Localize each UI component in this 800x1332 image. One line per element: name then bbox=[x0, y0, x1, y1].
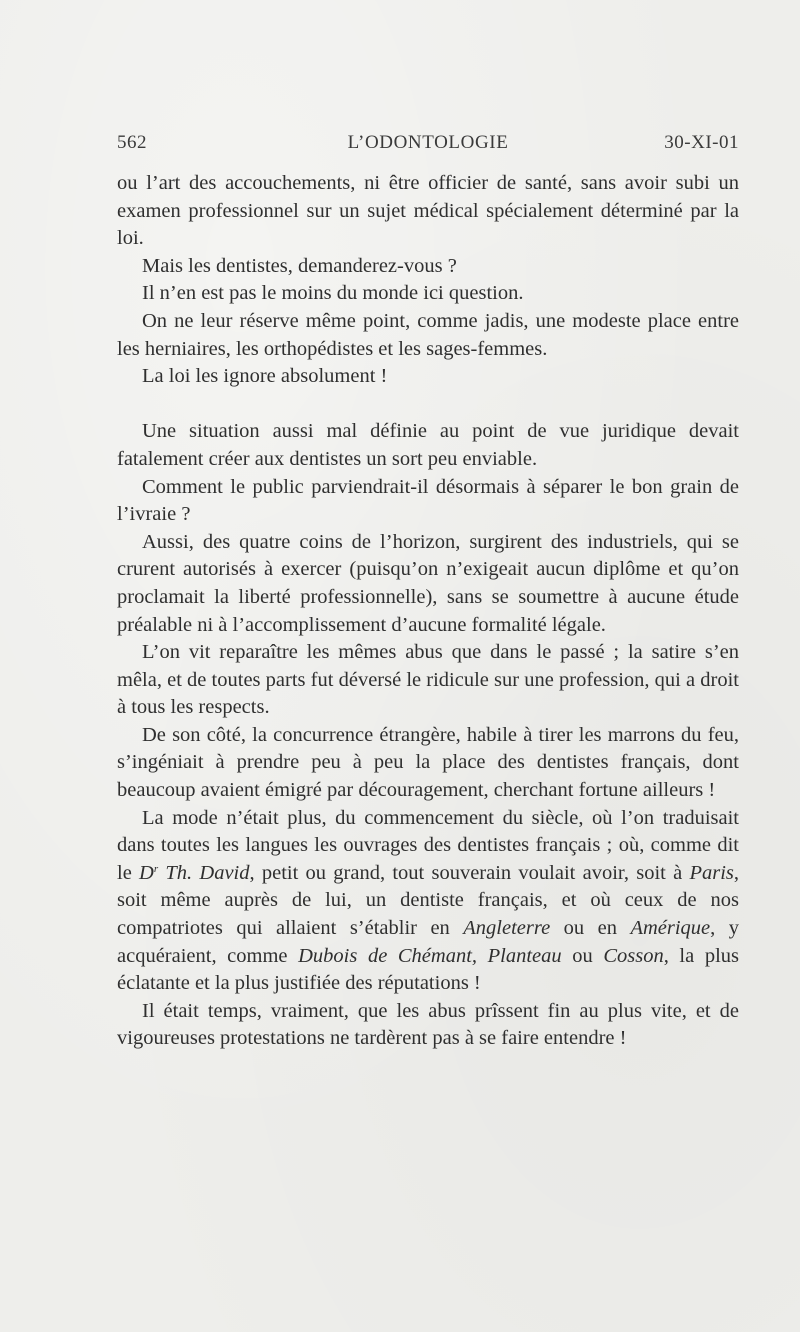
paragraph-11 bbox=[117, 805, 739, 998]
doctor-abbrev: D bbox=[139, 861, 154, 884]
paragraph-11-text: ou bbox=[561, 944, 604, 967]
paragraph-8: Aussi, des quatre coins de l’horizon, surgirent des industriels, qui se crurent autorisés à exercer (puisqu’on n’exigeait aucun diplôme et qu’on proclamait la liberté professionnelle), sans se soumettre à aucune étude préalable ni à l’accomplissement d’aucune formalité légale. bbox=[117, 530, 739, 636]
paragraph-11-text: ou en bbox=[550, 917, 631, 940]
paragraph-7: Comment le public parviendrait-il désormais à séparer le bon grain de l’ivraie ? bbox=[117, 475, 739, 526]
paragraph-12: Il était temps, vraiment, que les abus prîssent fin au plus vite, et de vigoureuses protestations ne tardèrent pas à se faire entendre ! bbox=[117, 999, 739, 1050]
running-title: L’ODONTOLOGIE bbox=[347, 132, 509, 153]
paragraph-11-text: , petit ou grand, tout souverain voulait avoir, soit à bbox=[249, 861, 690, 884]
running-header bbox=[117, 132, 739, 156]
body-text bbox=[117, 170, 739, 1053]
country-name: Angleterre bbox=[463, 917, 551, 940]
paragraph-3: Il n’en est pas le moins du monde ici question. bbox=[142, 282, 524, 305]
doctor-abbrev-sup: r bbox=[153, 862, 159, 875]
paragraph-9: L’on vit reparaître les mêmes abus que dans le passé ; la satire s’en mêla, et de toutes parts fut déversé le ridicule sur une profession, qui a droit à tous les respects. bbox=[117, 641, 739, 719]
author-name: Th. David bbox=[165, 861, 250, 884]
paragraph-11-text: , soit même auprès de lui, un dentiste français, et où ceux de nos compatriotes qui allaient s’établir en bbox=[117, 861, 740, 940]
paragraph-10: De son côté, la concurrence étrangère, habile à tirer les marrons du feu, s’ingéniait à prendre peu à peu la place des dentistes français, dont beaucoup avaient émigré par découragement, cherchant fortune ailleurs ! bbox=[117, 723, 739, 802]
paragraph-4: On ne leur réserve même point, comme jadis, une modeste place entre les herniaires, les orthopédistes et les sages-femmes. bbox=[117, 309, 739, 360]
dentist-names: Dubois de Chémant, Planteau bbox=[298, 944, 562, 967]
page-number: 562 bbox=[117, 132, 147, 153]
paragraph-2: Mais les dentistes, demanderez-vous ? bbox=[142, 254, 457, 277]
dentist-name: Cosson bbox=[603, 944, 664, 967]
city-name: Paris bbox=[689, 861, 734, 884]
country-name: Amérique bbox=[630, 917, 711, 940]
paragraph-6: Une situation aussi mal définie au point de vue juridique devait fatalement créer aux dentistes un sort peu enviable. bbox=[117, 420, 739, 470]
paragraph-11-text: , y acquéraient, comme bbox=[117, 917, 739, 967]
issue-date: 30-XI-01 bbox=[664, 132, 739, 153]
paragraph-5: La loi les ignore absolument ! bbox=[142, 365, 388, 388]
paragraph-1: ou l’art des accouchements, ni être officier de santé, sans avoir subi un examen professionnel sur un sujet médical spécialement déterminé par la loi. bbox=[117, 172, 739, 250]
paragraph-11-text: , la plus éclatante et la plus justifiée des réputations ! bbox=[117, 944, 739, 995]
doctor-title bbox=[139, 862, 158, 884]
paragraph-11-text: La mode n’était plus, du commencement du siècle, où l’on traduisait dans toutes les langues les ouvrages des dentistes français ; où, comme dit le bbox=[117, 806, 739, 884]
